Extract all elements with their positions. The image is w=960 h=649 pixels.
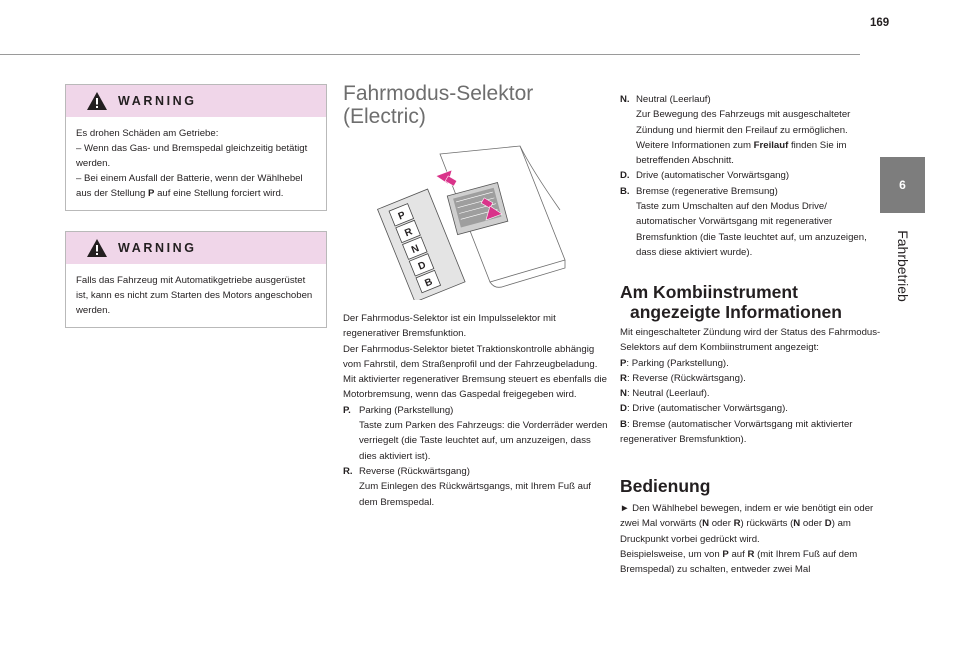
key-label-p: P <box>396 209 408 223</box>
instruction-text: oder <box>800 518 825 530</box>
operation-instructions <box>620 501 882 577</box>
cluster-item <box>620 417 882 448</box>
definition-title: Neutral (Leerlauf) <box>636 94 711 105</box>
instruction-example <box>620 547 882 578</box>
definition-key: P. <box>343 404 351 416</box>
key-label-r: R <box>403 226 415 240</box>
heading-line: angezeigte Informationen <box>630 302 842 322</box>
warning-header <box>66 232 326 264</box>
warning-item-text: auf eine Stellung forciert wird. <box>154 188 284 200</box>
warning-title: WARNING <box>118 241 197 255</box>
warning-item <box>76 171 315 201</box>
heading-line: Fahrmodus-Selektor <box>343 82 534 105</box>
definition-text-part: Zur Bewegung des Fahrzeugs mit ausgeschalteter Zündung und hiermit den Freilauf zu ermöglichen. Weitere Informationen zum <box>636 109 851 151</box>
warning-box-gearbox <box>65 84 327 211</box>
definition-drive <box>620 168 882 183</box>
instruction-text: ) rückwärts ( <box>740 518 794 530</box>
chapter-title-text: Fahrbetrieb <box>895 230 911 302</box>
instruction-text: oder <box>709 518 734 530</box>
warning-item-key: P <box>148 188 155 200</box>
warning-intro: Es drohen Schäden am Getriebe: <box>76 128 219 139</box>
section-heading-selector <box>343 82 533 128</box>
cluster-item-text: : Parking (Parkstellung). <box>626 357 729 369</box>
selector-description <box>343 311 608 510</box>
definition-reverse <box>343 464 608 510</box>
definition-text-part: finden Sie im betreffenden Abschnitt. <box>636 139 847 167</box>
instruction-step <box>620 501 882 547</box>
cluster-item-text: : Bremse (automatischer Vorwärtsgang mit aktivierter regenerativer Bremsfunktion). <box>620 418 853 446</box>
warning-body <box>66 264 326 327</box>
instruction-text: (mit Ihrem Fuß auf dem Bremspedal) zu schalten, entweder zwei Mal <box>620 548 858 576</box>
cluster-item-key: P <box>620 357 627 369</box>
warning-item-text: – Bei einem Ausfall der Batterie, wenn der Wählhebel aus der Stellung <box>76 173 303 200</box>
instruction-key: R <box>747 548 755 560</box>
instruction-text: ) am Druckpunkt vorbei gedrückt wird. <box>620 518 851 545</box>
warning-title: WARNING <box>118 94 197 108</box>
cluster-item <box>620 356 882 371</box>
instruction-text: Beispielsweise, um von <box>620 548 723 560</box>
paragraph: Mit eingeschalteter Zündung wird der Status des Fahrmodus-Selektors auf dem Kombiinstrument angezeigt: <box>620 327 881 354</box>
definition-title: Drive (automatischer Vorwärtsgang) <box>636 170 790 182</box>
key-label-d: D <box>416 259 428 273</box>
definition-key: D. <box>620 170 630 182</box>
warning-header <box>66 85 326 117</box>
cluster-item <box>620 371 882 386</box>
selector-button-block <box>447 183 508 235</box>
cluster-item-key: B <box>620 418 627 430</box>
warning-triangle-icon <box>86 91 108 111</box>
instruction-key: R <box>733 518 741 530</box>
definition-text <box>636 107 882 168</box>
selector-illustration <box>370 140 590 300</box>
warning-text: Falls das Fahrzeug mit Automatikgetriebe ausgerüstet ist, kann es nicht zum Starten des Motors angeschoben werden. <box>76 275 313 317</box>
definition-brake <box>620 184 882 260</box>
key-label-b: B <box>423 276 435 290</box>
definition-key: R. <box>343 465 353 477</box>
warning-item: – Wenn das Gas- und Bremspedal gleichzeitig betätigt werden. <box>76 143 308 170</box>
cluster-item-text: : Reverse (Rückwärtsgang). <box>626 372 746 384</box>
instruction-text: auf <box>728 548 748 560</box>
cluster-item-key: D <box>620 403 627 415</box>
paragraph: Mit aktivierter regenerativer Bremsung steuert es ebenfalls die Motorbremsung, wenn das Gaspedal freigegeben wird. <box>343 374 607 401</box>
definition-title: Reverse (Rückwärtsgang) <box>359 465 470 477</box>
instruction-key: P <box>722 548 729 560</box>
chapter-tab[interactable]: 6 <box>880 157 925 213</box>
definition-text: Zum Einlegen des Rückwärtsgangs, mit Ihrem Fuß auf dem Bremspedal. <box>359 481 591 508</box>
definition-parking <box>343 403 608 464</box>
instruction-key: N <box>793 518 801 530</box>
definition-title: Parking (Parkstellung) <box>359 404 454 416</box>
cluster-item-key: R <box>620 372 627 384</box>
heading-line: (Electric) <box>343 105 426 128</box>
bullet-icon: ► <box>620 503 630 514</box>
section-heading-operation: Bedienung <box>620 476 711 496</box>
definition-key: B. <box>620 185 630 197</box>
paragraph: Der Fahrmodus-Selektor bietet Traktionskontrolle abhängig vom Fahrstil, dem Straßenprofil und der Fahrzeugbeladung. <box>343 343 598 370</box>
selector-definitions-continued <box>620 92 882 260</box>
cluster-item-text: : Neutral (Leerlauf). <box>626 388 710 400</box>
definition-key: N. <box>620 94 630 105</box>
instruction-key: N <box>702 518 710 530</box>
paragraph: Der Fahrmodus-Selektor ist ein Impulsselektor mit regenerativer Bremsfunktion. <box>343 313 556 340</box>
cluster-item <box>620 401 882 416</box>
definition-text-bold: Freilauf <box>753 139 789 151</box>
instruction-key: D <box>824 518 832 530</box>
definition-text: Taste zum Umschalten auf den Modus Drive/ automatischer Vorwärtsgang mit regenerativer Bremsfunktion (die Taste leuchtet auf, um anzuzeigen, dass diese aktiviert wurde). <box>636 201 867 258</box>
cluster-item-key: N <box>620 388 627 400</box>
page-number: 169 <box>870 17 890 29</box>
definition-neutral <box>620 92 882 168</box>
header-rule <box>0 54 860 55</box>
warning-box-push-start <box>65 231 327 328</box>
definition-title: Bremse (regenerative Bremsung) <box>636 185 778 197</box>
cluster-item-text: : Drive (automatischer Vorwärtsgang). <box>626 403 788 415</box>
key-label-n: N <box>409 243 421 257</box>
definition-text: Taste zum Parken des Fahrzeugs: die Vorderräder werden verriegelt (die Taste leuchtet auf, um anzuzeigen, dass dies aktiviert ist). <box>359 420 608 462</box>
heading-line: Am Kombiinstrument <box>620 282 798 302</box>
section-heading-cluster <box>620 282 842 322</box>
cluster-info <box>620 325 882 447</box>
cluster-item <box>620 386 882 401</box>
instruction-text: Den Wählhebel bewegen, indem er wie benötigt ein oder zwei Mal vorwärts ( <box>620 503 874 530</box>
warning-body <box>66 117 326 210</box>
warning-triangle-icon <box>86 238 108 258</box>
